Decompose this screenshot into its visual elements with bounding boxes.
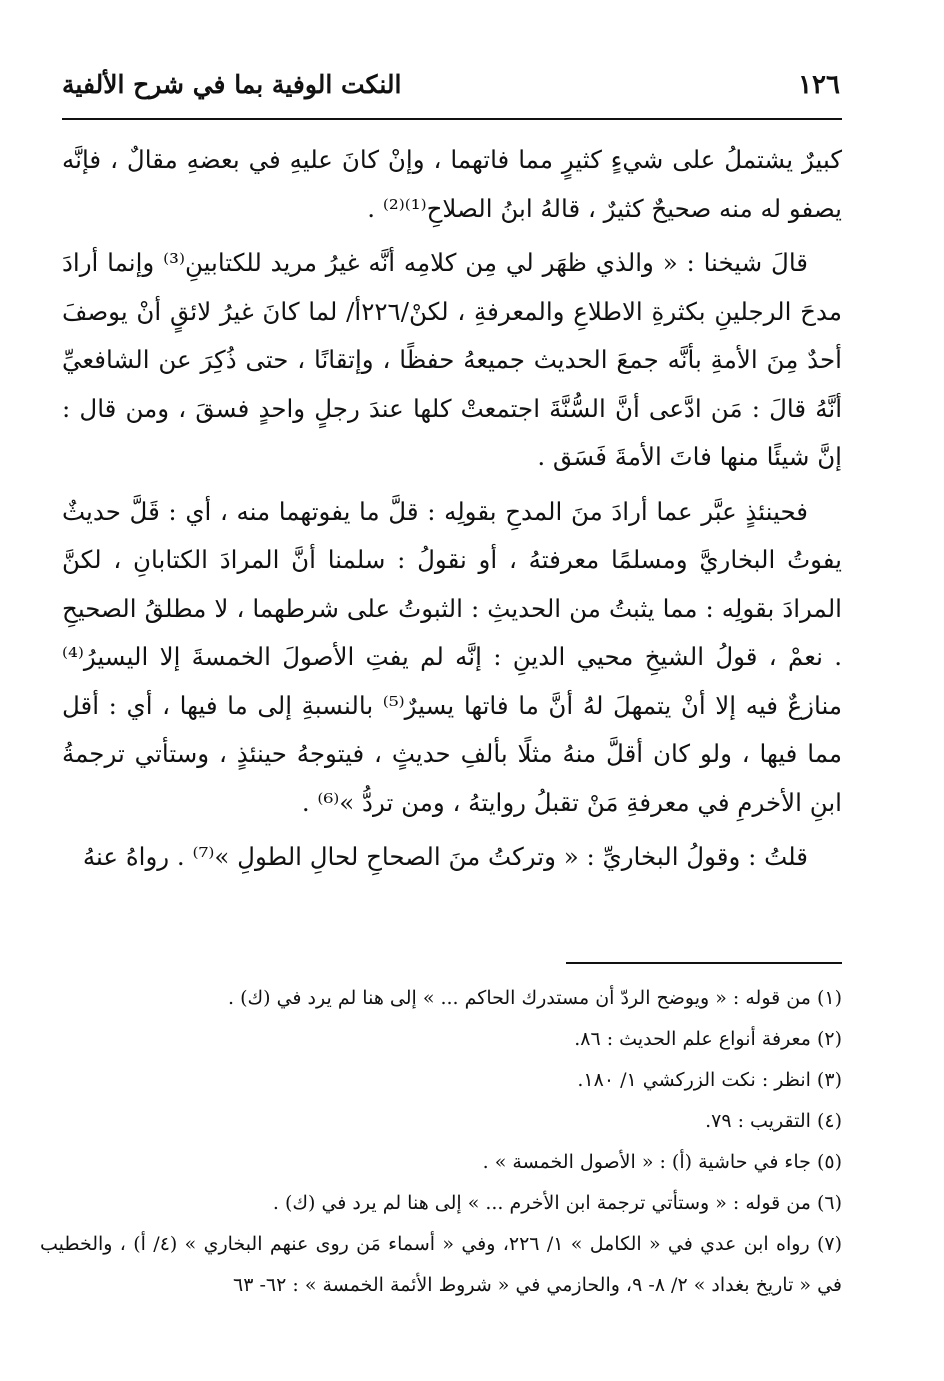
running-head	[62, 66, 840, 110]
main-text	[62, 136, 842, 888]
footnote-6: (٦) من قوله : « وستأتي ترجمة ابن الأخرم ... » إلى هنا لم يرد في (ك) .	[272, 1192, 842, 1214]
footnote-1: (١) من قوله : « ويوضح الردّ أن مستدرك الحاكم ... » إلى هنا لم يرد في (ك) .	[227, 987, 842, 1009]
paragraph-shaykhuna: قالَ شيخنا : « والذي ظهَر لي مِن كلامِه أنَّه غيرُ مريد للكتابينِ⁽³⁾ وإنما أرادَ مدحَ الرجلينِ بكثرةِ الاطلاعِ والمعرفةِ ، لكنْ/٢٢٦أ/ لما كانَ غيرُ لائقٍ أنْ يوصفَ أحدٌ مِنَ الأمةِ بأنَّه جمعَ الحديث جميعهُ حفظًا ، وإتقانًا ، حتى ذُكِرَ عن الشافعيِّ أنَّهُ قالَ : مَن ادَّعى أنَّ السُّنَّةَ اجتمعتْ كلها عندَ رجلٍ واحدٍ فسقَ ، ومن قال : إنَّ شيئًا منها فاتَ الأمةَ فَسَق .	[62, 248, 842, 471]
paragraph-qultu: قلتُ : وقولُ البخاريِّ : « وتركتُ منَ الصحاحِ لحالِ الطولِ »⁽⁷⁾ . رواهُ عنهُ	[82, 842, 808, 871]
footnote-7: (٧) رواه ابن عدي في « الكامل » ١/ ٢٢٦، وفي « أسماء مَن روى عنهم البخاري » (٤/ أ) ، والخطيب في « تاريخ بغداد » ٢/ ٨- ٩، والحازمي في « شروط الأئمة الخمسة » : ٦٢- ٦٣	[40, 1233, 842, 1296]
footnote-separator	[566, 962, 842, 964]
running-title: النكت الوفية بما في شرح الألفية	[62, 70, 402, 99]
paragraph-hinaidhin: فحينئذٍ عبَّر عما أرادَ منَ المدحِ بقولِه : قلَّ ما يفوتهما منه ، أي : قَلَّ حديثٌ يفوتُ البخاريَّ ومسلمًا معرفتهُ ، أو نقولُ : سلمنا أنَّ المرادَ الكتابانِ ، لكنَّ المرادَ بقولِه : مما يثبتُ من الحديثِ : الثبوتُ على شرطهما ، لا مطلقُ الصحيحِ . نعمْ ، قولُ الشيخِ محيي الدينِ : إنَّه لم يفتِ الأصولَ الخمسةَ إلا اليسيرُ⁽⁴⁾ منازعٌ فيه إلا أنْ يتمهلَ لهُ أنَّ ما فاتها يسيرٌ⁽⁵⁾ بالنسبةِ إلى ما فيها ، أي : أقل مما فيها ، ولو كان أقلَّ منهُ مثلًا بألفِ حديثٍ ، فيتوجهُ حينئذٍ ، وستأتي ترجمةُ ابنِ الأخرمِ في معرفةِ مَنْ تقبلُ روايتهُ ، ومن تردُّ »⁽⁶⁾ .	[62, 496, 843, 817]
footnote-2: (٢) معرفة أنواع علم الحديث : ٨٦.	[574, 1028, 842, 1050]
page-number: ١٢٦	[798, 70, 840, 100]
paragraph-continuation: كبيرٌ يشتملُ على شيءٍ كثيرٍ مما فاتهما ، وإنْ كانَ عليهِ في بعضهِ مقالٌ ، فإنَّه يصفو له منه صحيحٌ كثيرٌ ، قالهُ ابنُ الصلاحِ⁽¹⁾⁽²⁾ .	[62, 145, 842, 223]
footnotes-list	[40, 978, 842, 1306]
footnote-4: (٤) التقريب : ٧٩.	[705, 1110, 842, 1132]
footnote-5: (٥) جاء في حاشية (أ) : « الأصول الخمسة » .	[482, 1151, 842, 1173]
header-rule	[62, 118, 842, 120]
footnote-3: (٣) انظر : نكت الزركشي ١/ ١٨٠.	[577, 1069, 842, 1091]
